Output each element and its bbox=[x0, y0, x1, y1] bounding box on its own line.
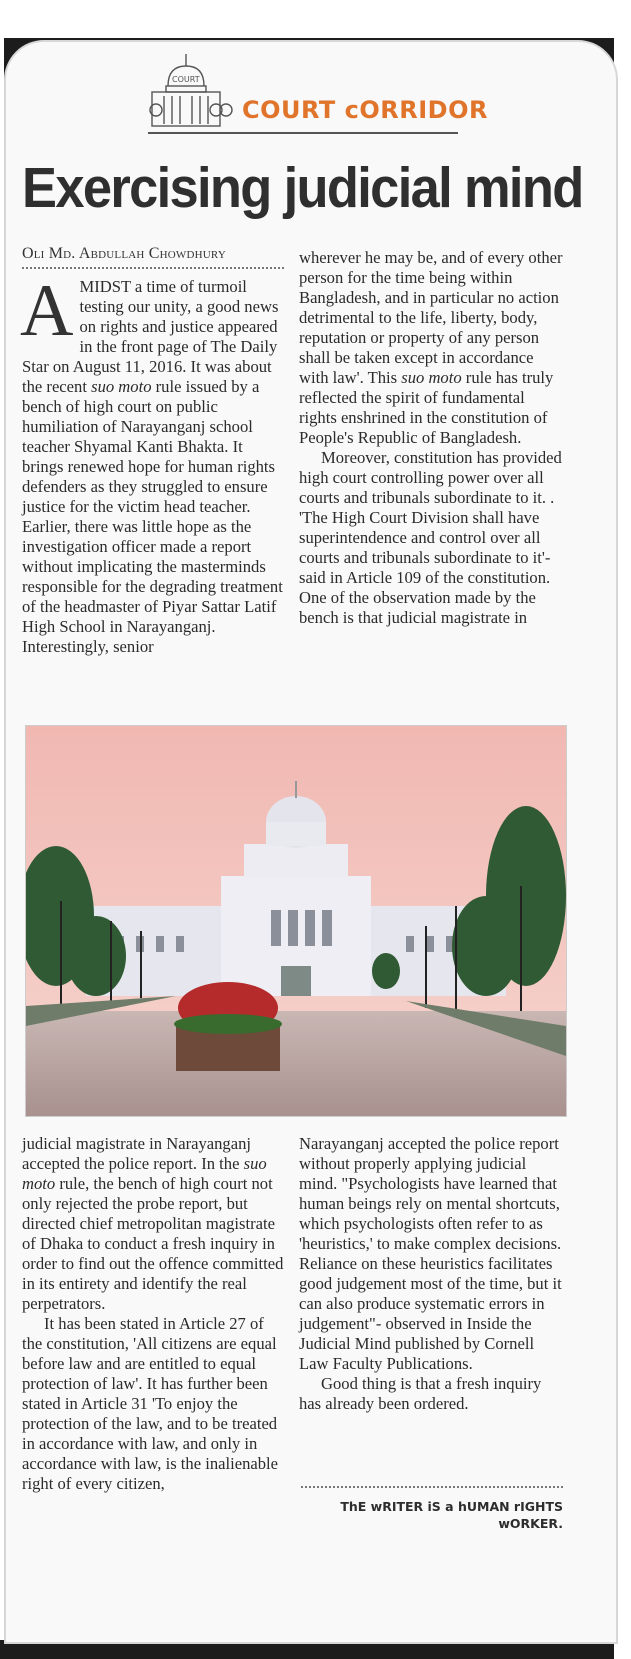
writer-note: ThE wRITER iS a hUMAN rIGHTS wORKER. bbox=[340, 1499, 563, 1531]
drop-cap: A bbox=[20, 270, 74, 352]
headline: Exercising judicial mind bbox=[22, 156, 583, 220]
high-court-building-photo bbox=[25, 725, 567, 1117]
text-run: wherever he may be, and of every other person for the time being within Bangladesh, and in particular no action detrimental to the life, liberty, body, reputation or property of any person shall be taken except in accordance with law'. This bbox=[299, 248, 563, 387]
newspaper-page bbox=[4, 40, 618, 1644]
paragraph bbox=[299, 248, 564, 448]
section-title: COURT cORRIDOR bbox=[242, 96, 488, 124]
text-run: MIDST a time of turmoil testing our unity, a good news on rights and justice appeared in the front page of The Daily Star on August 11, 2016. It was about the recent bbox=[22, 277, 279, 396]
court-building-icon bbox=[146, 52, 236, 134]
top-margin bbox=[0, 0, 631, 38]
byline-divider bbox=[22, 267, 284, 269]
paragraph bbox=[20, 270, 284, 657]
column-1 bbox=[20, 270, 284, 657]
text-run: rule issued by a bench of high court on public humiliation of Narayanganj school teacher Shyamal Kanti Bhakta. It brings renewed hope for human rights defenders as they struggled to ensure justice for the victim head teacher. Earlier, there was little hope as the investigation officer made a report without implicating the masterminds responsible for the degrading treatment of the headmaster of Piyar Sattar Latif High School in Narayanganj. Interestingly, senior bbox=[22, 377, 283, 656]
column-4 bbox=[299, 1134, 564, 1414]
logo-underline bbox=[148, 132, 458, 134]
footer-divider bbox=[301, 1486, 563, 1488]
logo-label: COURT bbox=[172, 75, 200, 84]
paragraph: Narayanganj accepted the police report without properly applying judicial mind. "Psychologists have learned that human beings rely on mental shortcuts, which psychologists often refer to as 'heuristics,' to make complex decisions. Reliance on these heuristics facilitates good judgement most of the time, but it can also produce systematic errors in judgement"- observed in Inside the Judicial Mind published by Cornell Law Faculty Publications. bbox=[299, 1134, 562, 1373]
paragraph: Moreover, constitution has provided high court controlling power over all courts and tribunals subordinate to it. . 'The High Court Division shall have superintendence and control over all courts and tribunals subordinate to it'- said in Article 109 of the constitution. One of the observation made by the bench is that judicial magistrate in bbox=[299, 448, 562, 627]
text-run: judicial magistrate in Narayanganj accepted the police report. In the bbox=[22, 1134, 251, 1173]
italic-term: suo moto bbox=[401, 368, 462, 387]
paragraph: It has been stated in Article 27 of the constitution, 'All citizens are equal before law and are entitled to equal protection of law'. It has further been stated in Article 31 'To enjoy the protection of the law, and to be treated in accordance with law, and only in accordance with law, is the inalienable right of every citizen, bbox=[22, 1314, 279, 1493]
text-run: rule has truly reflected the spirit of fundamental rights enshrined in the constitution of People's Republic of Bangladesh. bbox=[299, 368, 554, 447]
text-run: rule, the bench of high court not only rejected the probe report, but directed chief metropolitan magistrate of Dhaka to conduct a fresh inquiry in order to find out the offence committed in its entirety and identify the real perpetrators. bbox=[22, 1174, 284, 1313]
section-logo bbox=[146, 52, 488, 142]
paragraph: Good thing is that a fresh inquiry has already been ordered. bbox=[299, 1374, 542, 1413]
column-2 bbox=[299, 248, 564, 628]
italic-term: suo moto bbox=[91, 377, 152, 396]
italic-term: suo moto bbox=[22, 1154, 267, 1193]
column-3 bbox=[22, 1134, 284, 1494]
byline: Oli Md. Abdullah Chowdhury bbox=[22, 245, 226, 262]
paragraph bbox=[22, 1134, 284, 1314]
